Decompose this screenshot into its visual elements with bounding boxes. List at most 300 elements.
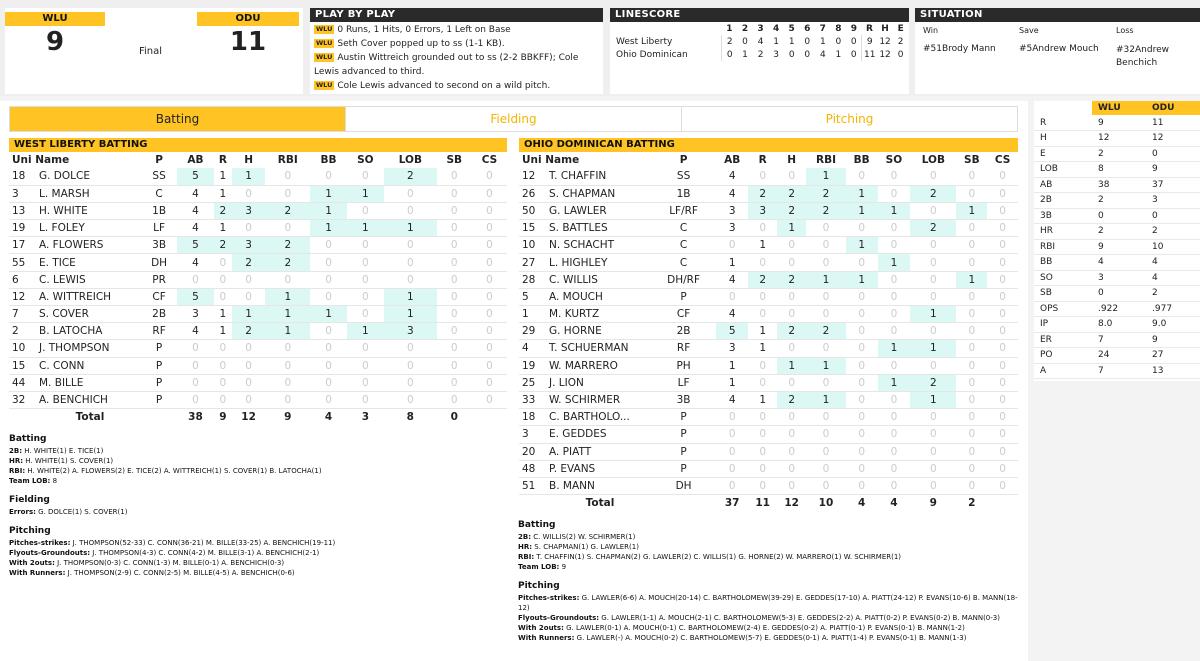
stat-cell: 0 bbox=[472, 357, 507, 374]
player-row bbox=[9, 271, 507, 288]
wlu-batting-table bbox=[9, 152, 507, 426]
player-row bbox=[519, 185, 1018, 202]
player-uni: 4 bbox=[519, 340, 549, 357]
player-row bbox=[9, 168, 507, 185]
stat-cell: 3 bbox=[716, 202, 748, 219]
player-name[interactable]: P. EVANS bbox=[549, 460, 651, 477]
stat-cell: 1 bbox=[748, 323, 777, 340]
stat-cell: 1 bbox=[716, 254, 748, 271]
stat-cell: 2 bbox=[910, 220, 956, 237]
team-stat-value: 12 bbox=[1146, 131, 1200, 147]
team-stat-label: ER bbox=[1034, 332, 1092, 348]
player-row bbox=[9, 374, 507, 391]
stat-cell: 0 bbox=[265, 185, 310, 202]
stat-cell: 0 bbox=[214, 254, 232, 271]
player-pos: DH bbox=[651, 477, 716, 494]
wlu-note-runners: With Runners: J. THOMPSON(2-9) C. CONN(2-5) M. BILLE(4-5) A. BENCHICH(0-6) bbox=[9, 569, 295, 577]
linescore-col-header: 3 bbox=[757, 23, 764, 34]
stat-cell: 0 bbox=[987, 477, 1018, 494]
player-name[interactable]: E. TICE bbox=[39, 254, 141, 271]
total-cell: 4 bbox=[890, 497, 898, 510]
stat-cell: 0 bbox=[806, 340, 846, 357]
team-stat-value: 7 bbox=[1092, 332, 1146, 348]
col-header-uni-name: Uni Name bbox=[522, 154, 580, 166]
stat-cell: 0 bbox=[177, 357, 214, 374]
stat-cell: 0 bbox=[806, 306, 846, 323]
stat-cell: 4 bbox=[177, 185, 214, 202]
stat-cell: 0 bbox=[878, 443, 911, 460]
tab-fielding[interactable]: Fielding bbox=[346, 107, 682, 131]
stat-cell: 0 bbox=[910, 288, 956, 305]
team-stat-row bbox=[1034, 131, 1200, 147]
stat-cell: 5 bbox=[716, 323, 748, 340]
stat-cell: 0 bbox=[777, 374, 806, 391]
stat-cell: 0 bbox=[310, 271, 346, 288]
player-row bbox=[519, 168, 1018, 185]
team-stat-value: 3 bbox=[1146, 193, 1200, 209]
stat-cell: 2 bbox=[777, 391, 806, 408]
player-pos: DH bbox=[141, 254, 177, 271]
boxscore-main bbox=[0, 101, 1028, 661]
stat-cell: 0 bbox=[437, 254, 472, 271]
player-name[interactable]: L. FOLEY bbox=[39, 220, 141, 237]
odu-batting-box bbox=[519, 138, 1018, 512]
stat-cell: 0 bbox=[437, 306, 472, 323]
stat-cell: 1 bbox=[265, 323, 310, 340]
linescore-cell: 1 bbox=[835, 49, 842, 60]
stat-cell: 0 bbox=[777, 409, 806, 426]
linescore-cell: 1 bbox=[819, 36, 826, 47]
linescore-cell: 0 bbox=[804, 49, 811, 60]
player-pos: C bbox=[651, 237, 716, 254]
linescore-col-header: 6 bbox=[804, 23, 811, 34]
player-name[interactable]: M. BILLE bbox=[39, 374, 141, 391]
player-name[interactable]: G. LAWLER bbox=[549, 202, 651, 219]
player-pos: SS bbox=[141, 168, 177, 185]
player-pos: LF/RF bbox=[651, 202, 716, 219]
stat-cell: 1 bbox=[232, 168, 265, 185]
linescore-col-header: 7 bbox=[819, 23, 826, 34]
stat-cell: 0 bbox=[437, 357, 472, 374]
save-pitcher[interactable]: #5Andrew Mouch bbox=[1019, 44, 1099, 54]
stat-cell: 0 bbox=[878, 391, 911, 408]
team-stat-value: 8.0 bbox=[1092, 317, 1146, 333]
stat-cell: 0 bbox=[748, 477, 777, 494]
player-name[interactable]: C. WILLIS bbox=[549, 271, 651, 288]
linescore-col-header: E bbox=[897, 23, 904, 34]
stat-cell: 1 bbox=[748, 391, 777, 408]
team-stat-label: R bbox=[1034, 115, 1092, 131]
stat-cell: 0 bbox=[472, 271, 507, 288]
stat-cell: 3 bbox=[232, 202, 265, 219]
player-uni: 32 bbox=[9, 391, 39, 408]
col-header-r: R bbox=[218, 154, 227, 166]
player-row bbox=[519, 391, 1018, 408]
stat-cell: 0 bbox=[472, 220, 507, 237]
situation-title: SITUATION bbox=[915, 8, 1200, 22]
player-pos: PH bbox=[651, 357, 716, 374]
stat-cell: 2 bbox=[384, 168, 437, 185]
stat-cell: 0 bbox=[846, 288, 878, 305]
team-stat-value: 2 bbox=[1146, 224, 1200, 240]
stat-cell: 0 bbox=[472, 254, 507, 271]
team-stat-label: OPS bbox=[1034, 301, 1092, 317]
stat-cell: 4 bbox=[177, 202, 214, 219]
stat-cell: 0 bbox=[956, 168, 987, 185]
player-name[interactable]: A. PIATT bbox=[549, 443, 651, 460]
stat-cell: 2 bbox=[806, 323, 846, 340]
stat-cell: 0 bbox=[878, 220, 911, 237]
col-header-lob: LOB bbox=[921, 154, 945, 166]
team-stat-label: PO bbox=[1034, 348, 1092, 364]
stat-cell: 0 bbox=[987, 271, 1018, 288]
linescore-cell: 0 bbox=[742, 36, 748, 47]
stat-cell: 1 bbox=[310, 202, 346, 219]
col-header-h: H bbox=[787, 154, 797, 166]
team-stat-row bbox=[1034, 146, 1200, 162]
player-name[interactable]: E. GEDDES bbox=[549, 426, 651, 443]
odu-note-2b: 2B: C. WILLIS(2) W. SCHIRMER(1) bbox=[518, 533, 636, 541]
loss-pitcher[interactable]: #32Andrew Benchich bbox=[1116, 45, 1169, 68]
stat-cell: 0 bbox=[878, 237, 911, 254]
total-cs-spacer bbox=[472, 409, 507, 426]
team-stat-label: E bbox=[1034, 146, 1092, 162]
player-pos: LF bbox=[651, 374, 716, 391]
stat-cell: 0 bbox=[310, 374, 346, 391]
player-name[interactable]: G. HORNE bbox=[549, 323, 651, 340]
player-name[interactable]: M. KURTZ bbox=[549, 306, 651, 323]
total-cs-spacer bbox=[987, 495, 1018, 512]
col-header-rbi: RBI bbox=[815, 154, 836, 166]
player-name[interactable]: L. MARSH bbox=[39, 185, 141, 202]
stat-cell: 0 bbox=[846, 460, 878, 477]
player-pos: P bbox=[651, 288, 716, 305]
total-spacer bbox=[9, 409, 39, 426]
stat-cell: 0 bbox=[777, 426, 806, 443]
stat-cell: 1 bbox=[347, 220, 384, 237]
linescore-cell: 1 bbox=[788, 36, 795, 47]
stat-cell: 0 bbox=[384, 357, 437, 374]
col-header-so: SO bbox=[357, 154, 374, 166]
stat-cell: 0 bbox=[265, 220, 310, 237]
player-name[interactable]: J. THOMPSON bbox=[39, 340, 141, 357]
odu-note-2outs: With 2outs: G. LAWLER(0-1) A. MOUCH(0-1) C. BARTHOLOMEW(2-4) E. GEDDES(0-2) A. PIATT(0-1) P. EVANS(0-1) B. MANN(1-2) bbox=[518, 624, 965, 632]
score-panel bbox=[5, 8, 303, 94]
stat-cell: 4 bbox=[716, 185, 748, 202]
team-stat-value: 38 bbox=[1092, 177, 1146, 193]
stat-cell: 5 bbox=[177, 288, 214, 305]
team-stat-value: 9 bbox=[1146, 162, 1200, 178]
stat-cell: 2 bbox=[265, 254, 310, 271]
player-name[interactable]: C. CONN bbox=[39, 357, 141, 374]
player-uni: 25 bbox=[519, 374, 549, 391]
stat-cell: 4 bbox=[177, 323, 214, 340]
team-stat-row bbox=[1034, 332, 1200, 348]
stat-cell: 0 bbox=[956, 323, 987, 340]
player-uni: 1 bbox=[519, 306, 549, 323]
linescore-col-header: 5 bbox=[788, 23, 795, 34]
player-name[interactable]: T. CHAFFIN bbox=[549, 168, 651, 185]
stat-cell: 3 bbox=[177, 306, 214, 323]
total-cell: 37 bbox=[724, 497, 740, 510]
home-abbr: ODU bbox=[197, 12, 299, 26]
total-row bbox=[9, 409, 507, 426]
player-pos: SS bbox=[651, 168, 716, 185]
stat-cell: 3 bbox=[232, 237, 265, 254]
stat-cell: 0 bbox=[472, 168, 507, 185]
stat-cell: 1 bbox=[846, 237, 878, 254]
stat-cell: 0 bbox=[748, 426, 777, 443]
wlu-note-2outs: With 2outs: J. THOMPSON(0-3) C. CONN(1-3) M. BILLE(0-1) A. BENCHICH(0-3) bbox=[9, 559, 285, 567]
stat-cell: 0 bbox=[777, 460, 806, 477]
stat-cell: 0 bbox=[177, 374, 214, 391]
team-stat-value: 13 bbox=[1146, 363, 1200, 379]
player-name[interactable]: J. LION bbox=[549, 374, 651, 391]
team-stat-label: HR bbox=[1034, 224, 1092, 240]
wlu-note-lob: Team LOB: 8 bbox=[9, 477, 58, 485]
player-uni: 15 bbox=[519, 220, 549, 237]
stat-cell: 1 bbox=[910, 306, 956, 323]
stat-cell: 0 bbox=[748, 306, 777, 323]
team-stats-home-header: ODU bbox=[1146, 101, 1200, 115]
linescore-table bbox=[610, 22, 909, 61]
stat-cell: 2 bbox=[777, 323, 806, 340]
stat-cell: 2 bbox=[910, 185, 956, 202]
player-name[interactable]: S. BATTLES bbox=[549, 220, 651, 237]
player-name[interactable]: A. MOUCH bbox=[549, 288, 651, 305]
stat-cell: 1 bbox=[716, 374, 748, 391]
stat-cell: 0 bbox=[347, 374, 384, 391]
stat-cell: 2 bbox=[806, 185, 846, 202]
linescore-col-header: 1 bbox=[726, 23, 733, 34]
stat-cell: 0 bbox=[806, 477, 846, 494]
player-row bbox=[519, 202, 1018, 219]
stat-cell: 0 bbox=[846, 306, 878, 323]
player-name[interactable]: S. CHAPMAN bbox=[549, 185, 651, 202]
stat-cell: 0 bbox=[265, 168, 310, 185]
team-stat-value: 27 bbox=[1146, 348, 1200, 364]
stat-cell: 0 bbox=[987, 254, 1018, 271]
player-uni: 17 bbox=[9, 237, 39, 254]
stat-cell: 0 bbox=[347, 288, 384, 305]
stat-cell: 0 bbox=[910, 443, 956, 460]
total-cell: 9 bbox=[219, 411, 227, 424]
odu-notes bbox=[518, 514, 1018, 643]
stat-cell: 0 bbox=[846, 409, 878, 426]
away-team bbox=[5, 12, 105, 56]
player-name[interactable]: A. WITTREICH bbox=[39, 288, 141, 305]
team-stat-row bbox=[1034, 193, 1200, 209]
stat-cell: 1 bbox=[384, 288, 437, 305]
stat-cell: 1 bbox=[878, 374, 911, 391]
team-stat-value: 4 bbox=[1092, 255, 1146, 271]
team-stat-label: H bbox=[1034, 131, 1092, 147]
wlu-notes bbox=[9, 428, 507, 578]
stat-cell: 0 bbox=[310, 237, 346, 254]
pbp-team-tag: WLU bbox=[316, 53, 333, 61]
stat-cell: 1 bbox=[777, 357, 806, 374]
stat-cell: 3 bbox=[384, 323, 437, 340]
stat-cell: 0 bbox=[437, 237, 472, 254]
col-header-sb: SB bbox=[964, 154, 980, 166]
stat-cell: 0 bbox=[987, 357, 1018, 374]
col-header-ab: AB bbox=[724, 154, 741, 166]
stat-cell: 1 bbox=[214, 306, 232, 323]
player-name[interactable]: L. HIGHLEY bbox=[549, 254, 651, 271]
player-name[interactable]: H. WHITE bbox=[39, 202, 141, 219]
total-cell: 9 bbox=[929, 497, 937, 510]
team-stat-row bbox=[1034, 255, 1200, 271]
stat-cell: 0 bbox=[232, 271, 265, 288]
stat-cell: 0 bbox=[472, 288, 507, 305]
stat-cell: 0 bbox=[232, 220, 265, 237]
stat-cell: 1 bbox=[716, 357, 748, 374]
wlu-notes-fielding-heading: Fielding bbox=[9, 495, 50, 505]
linescore-row bbox=[610, 48, 909, 61]
team-stat-value: 9 bbox=[1092, 115, 1146, 131]
away-score: 9 bbox=[45, 27, 65, 57]
team-stat-value: 9.0 bbox=[1146, 317, 1200, 333]
player-row bbox=[519, 357, 1018, 374]
team-stat-value: 0 bbox=[1092, 208, 1146, 224]
stat-cell: 0 bbox=[777, 168, 806, 185]
stat-cell: 0 bbox=[437, 185, 472, 202]
team-stat-value: 7 bbox=[1092, 363, 1146, 379]
stat-cell: 0 bbox=[748, 460, 777, 477]
stat-cell: 0 bbox=[214, 340, 232, 357]
total-spacer bbox=[519, 495, 549, 512]
player-name[interactable]: C. LEWIS bbox=[39, 271, 141, 288]
stat-cell: 1 bbox=[310, 306, 346, 323]
odu-note-runners: With Runners: G. LAWLER(-) A. MOUCH(0-2) C. BARTHOLOMEW(5-7) E. GEDDES(0-1) A. PIATT(1-4) P. EVANS(0-1) B. MANN(1-3) bbox=[518, 634, 967, 642]
player-uni: 28 bbox=[519, 271, 549, 288]
win-pitcher[interactable]: #51Brody Mann bbox=[923, 44, 996, 54]
stat-cell: 1 bbox=[214, 185, 232, 202]
pbp-item bbox=[310, 23, 603, 37]
stat-cell: 0 bbox=[472, 374, 507, 391]
stat-cell: 0 bbox=[472, 391, 507, 408]
player-pos: PR bbox=[141, 271, 177, 288]
stat-cell: 0 bbox=[716, 460, 748, 477]
linescore-row bbox=[610, 35, 909, 48]
stat-cell: 0 bbox=[177, 271, 214, 288]
team-stat-row bbox=[1034, 162, 1200, 178]
stat-cell: 0 bbox=[748, 220, 777, 237]
wlu-note-pitches: Pitches-strikes: J. THOMPSON(52-33) C. CONN(36-21) M. BILLE(33-25) A. BENCHICH(19-11) bbox=[9, 539, 336, 547]
stat-cell: 0 bbox=[956, 443, 987, 460]
player-row bbox=[519, 443, 1018, 460]
player-name[interactable]: W. MARRERO bbox=[549, 357, 651, 374]
player-name[interactable]: S. COVER bbox=[39, 306, 141, 323]
col-header-h: H bbox=[244, 154, 253, 166]
stat-cell: 4 bbox=[716, 306, 748, 323]
player-name[interactable]: T. SCHUERMAN bbox=[549, 340, 651, 357]
linescore-cell: 4 bbox=[757, 36, 764, 47]
stat-cell: 0 bbox=[956, 254, 987, 271]
tab-batting[interactable]: Batting bbox=[10, 107, 346, 131]
stat-cell: 0 bbox=[310, 357, 346, 374]
player-name[interactable]: C. BARTHOLO... bbox=[549, 409, 651, 426]
stat-cell: 0 bbox=[748, 357, 777, 374]
stat-cell: 0 bbox=[806, 237, 846, 254]
stat-cell: 0 bbox=[910, 323, 956, 340]
player-uni: 19 bbox=[519, 357, 549, 374]
stat-cell: 1 bbox=[777, 220, 806, 237]
col-header-ab: AB bbox=[187, 154, 204, 166]
tab-pitching[interactable]: Pitching bbox=[825, 112, 874, 126]
stat-cell: 0 bbox=[265, 357, 310, 374]
stat-cell: 1 bbox=[956, 202, 987, 219]
stat-cell: 0 bbox=[846, 374, 878, 391]
stat-cell: 2 bbox=[748, 185, 777, 202]
pbp-text: Cole Lewis advanced to second on a wild pitch. bbox=[337, 81, 551, 91]
player-name[interactable]: G. DOLCE bbox=[39, 168, 141, 185]
player-pos: P bbox=[141, 391, 177, 408]
linescore-cell: 4 bbox=[819, 49, 826, 60]
stat-cell: 0 bbox=[384, 271, 437, 288]
team-stat-value: .977 bbox=[1146, 301, 1200, 317]
stat-cell: 2 bbox=[777, 271, 806, 288]
stat-cell: 0 bbox=[437, 271, 472, 288]
stat-cell: 0 bbox=[956, 391, 987, 408]
player-pos: LF bbox=[141, 220, 177, 237]
stat-cell: 1 bbox=[806, 391, 846, 408]
stat-cell: 0 bbox=[384, 237, 437, 254]
stat-cell: 0 bbox=[265, 271, 310, 288]
stat-cell: 0 bbox=[878, 426, 911, 443]
col-header-uni-name: Uni Name bbox=[12, 154, 70, 166]
player-uni: 44 bbox=[9, 374, 39, 391]
player-uni: 12 bbox=[9, 288, 39, 305]
player-uni: 10 bbox=[519, 237, 549, 254]
stat-cell: 2 bbox=[806, 202, 846, 219]
player-name[interactable]: A. BENCHICH bbox=[39, 391, 141, 408]
team-stat-row bbox=[1034, 115, 1200, 131]
player-name[interactable]: N. SCHACHT bbox=[549, 237, 651, 254]
stat-cell: 0 bbox=[956, 288, 987, 305]
linescore-col-header: H bbox=[881, 23, 889, 34]
stat-cell: 0 bbox=[806, 288, 846, 305]
player-uni: 18 bbox=[519, 409, 549, 426]
player-name[interactable]: A. FLOWERS bbox=[39, 237, 141, 254]
team-stat-value: 12 bbox=[1092, 131, 1146, 147]
player-name[interactable]: B. LATOCHA bbox=[39, 323, 141, 340]
team-stat-row bbox=[1034, 286, 1200, 302]
player-uni: 13 bbox=[9, 202, 39, 219]
stat-cell: 0 bbox=[878, 306, 911, 323]
stat-cell: 0 bbox=[472, 306, 507, 323]
stat-cell: 0 bbox=[956, 220, 987, 237]
stat-cell: 0 bbox=[347, 237, 384, 254]
total-cell: 2 bbox=[968, 497, 976, 510]
player-name[interactable]: W. SCHIRMER bbox=[549, 391, 651, 408]
stat-cell: 0 bbox=[232, 374, 265, 391]
team-stat-value: 11 bbox=[1146, 115, 1200, 131]
col-header-bb: BB bbox=[320, 154, 337, 166]
stat-cell: 0 bbox=[310, 254, 346, 271]
team-stat-label: 3B bbox=[1034, 208, 1092, 224]
team-stat-label: LOB bbox=[1034, 162, 1092, 178]
stat-cell: 0 bbox=[347, 306, 384, 323]
stat-cell: 0 bbox=[956, 460, 987, 477]
stat-cell: 0 bbox=[987, 374, 1018, 391]
player-name[interactable]: B. MANN bbox=[549, 477, 651, 494]
linescore-cell: 2 bbox=[757, 49, 764, 60]
situation-panel bbox=[915, 8, 1200, 94]
stat-cell: 1 bbox=[265, 306, 310, 323]
linescore-team: West Liberty bbox=[610, 35, 722, 48]
wlu-note-2b: 2B: H. WHITE(1) E. TICE(1) bbox=[9, 447, 104, 455]
